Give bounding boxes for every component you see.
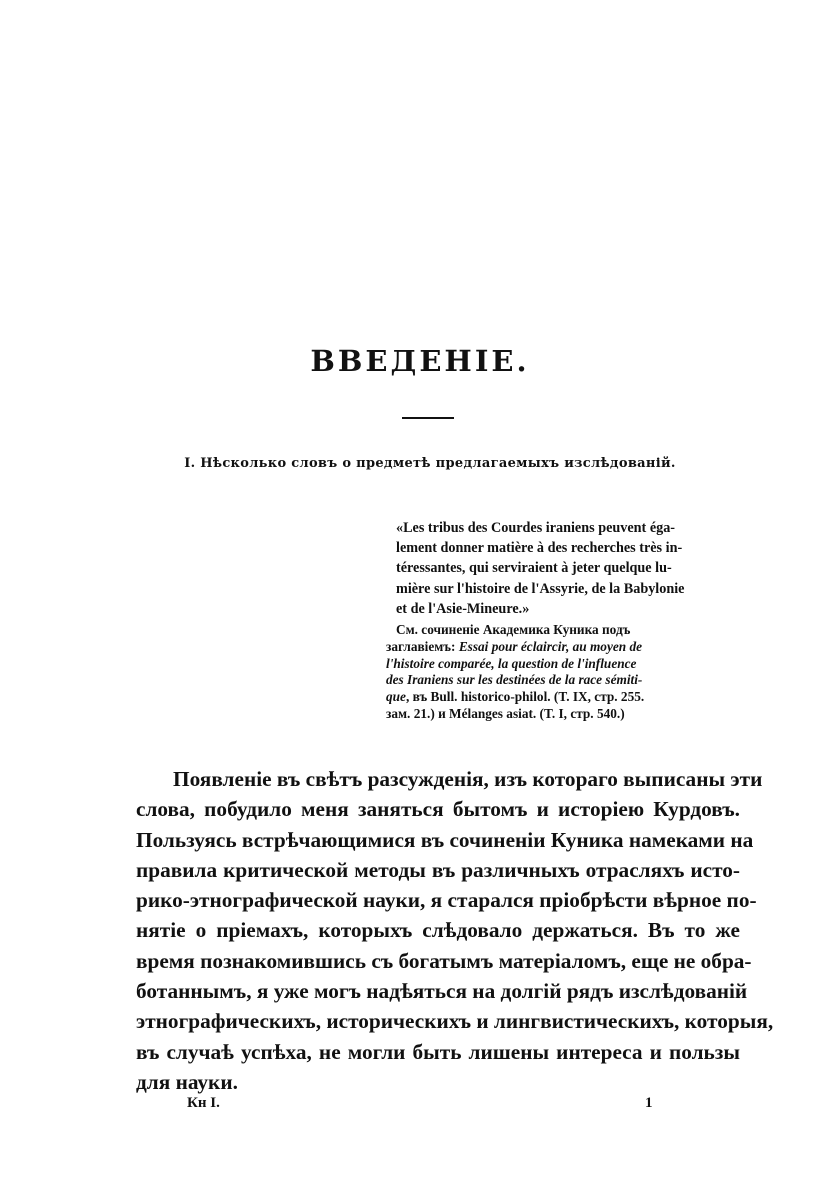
body-line: для науки. — [136, 1069, 238, 1094]
reference-line — [386, 689, 736, 706]
epigraph-quote-line: «Les tribus des Courdes iraniens peuvent éga- — [396, 520, 676, 536]
body-line: время познакомившись съ богатымъ матеріаломъ, еще не обра- — [136, 948, 752, 973]
epigraph-quote-line: lement donner matière à des recherches très in- — [396, 540, 683, 557]
reference-title-italic: que — [386, 689, 406, 705]
signature-mark: Кн I. — [187, 1095, 220, 1111]
epigraph — [386, 518, 736, 723]
body-line: ботаннымъ, я уже могъ надѣяться на долгій рядъ изслѣдованій — [136, 979, 748, 1004]
body-line: рико-этнографической науки, я старался пріобрѣсти вѣрное по- — [136, 888, 757, 913]
body-line: въ случаѣ успѣха, не могли быть лишены интереса и пользы — [136, 1039, 740, 1064]
body-line: этнографическихъ, историческихъ и лингвистическихъ, которыя, — [136, 1009, 774, 1034]
reference-line — [386, 672, 736, 689]
epigraph-quote — [386, 518, 736, 619]
body-line: Появленіе въ свѣтъ разсужденія, изъ котораго выписаны эти — [173, 767, 763, 791]
reference-title-italic: l'histoire comparée, la question de l'influence — [386, 655, 637, 671]
reference-line: зам. 21.) и Mélanges asiat. (T. I, стр. 540.) — [386, 706, 625, 721]
reference-title-italic: des Iraniens sur les destinées de la race sémiti- — [386, 672, 643, 688]
body-line: правила критической методы въ различныхъ отрасляхъ исто- — [136, 857, 740, 882]
body-paragraph — [136, 764, 774, 1097]
reference-prefix: заглавіемъ: — [386, 638, 459, 654]
reference-line: См. сочиненіе Академика Куника подъ — [396, 622, 631, 638]
epigraph-quote-line: mière sur l'histoire de l'Assyrie, de la Babylonie — [396, 580, 685, 597]
body-line: нятіе о пріемахъ, которыхъ слѣдовало держаться. Въ то же — [136, 918, 740, 943]
reference-line — [386, 639, 736, 656]
reference-source: , въ Bull. historico-philol. (T. IX, стр. 255. — [405, 689, 645, 705]
title-divider — [402, 417, 454, 419]
reference-title-italic: Essai pour éclaircir, au moyen de — [458, 638, 643, 654]
epigraph-quote-line: et de l'Asie-Mineure.» — [396, 600, 530, 617]
reference-line — [386, 656, 736, 673]
epigraph-reference — [386, 622, 736, 723]
page-title: ВВЕДЕНІЕ. — [310, 344, 530, 378]
body-line: слова, побудило меня заняться бытомъ и исторіею Курдовъ. — [136, 797, 740, 822]
section-heading: I. Нѣсколько словъ о предметѣ предлагаемыхъ изслѣдованій. — [184, 456, 676, 471]
epigraph-quote-line: téressantes, qui serviraient à jeter quelque lu- — [396, 560, 672, 577]
page-number: 1 — [645, 1095, 653, 1111]
body-line: Пользуясь встрѣчающимися въ сочиненіи Куника намеками на — [136, 827, 754, 852]
